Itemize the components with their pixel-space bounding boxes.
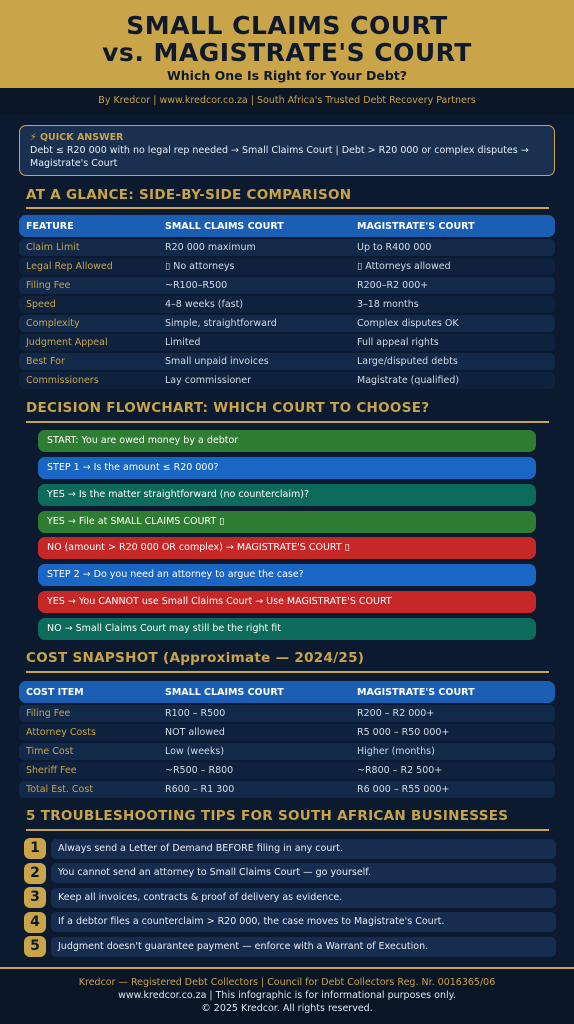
flow-step-yes-straightforward: YES → Is the matter straightforward (no counterclaim)? <box>38 484 536 506</box>
table-row <box>19 296 555 313</box>
tip-text: Keep all invoices, contracts & proof of delivery as evidence. <box>51 888 556 908</box>
small-claims-cell: R20 000 maximum <box>165 242 256 253</box>
header-cell: COST ITEM <box>26 686 84 698</box>
magistrate-cell: Magistrate (qualified) <box>357 375 460 386</box>
small-claims-cell: NOT allowed <box>165 727 225 738</box>
header-cell: SMALL CLAIMS COURT <box>165 220 284 232</box>
header-cell: MAGISTRATE'S COURT <box>357 686 475 698</box>
feature-cell: Best For <box>26 356 65 367</box>
magistrate-cell: R200–R2 000+ <box>357 280 429 291</box>
small-claims-cell: Limited <box>165 337 201 348</box>
magistrate-cell: R200 – R2 000+ <box>357 708 435 719</box>
feature-cell: Speed <box>26 299 56 310</box>
footer <box>0 967 574 1024</box>
feature-cell: Filing Fee <box>26 280 71 291</box>
table-row <box>19 315 555 332</box>
table-row <box>19 258 555 275</box>
small-claims-cell: R600 – R1 300 <box>165 784 235 795</box>
table-row <box>19 743 555 760</box>
table-row <box>19 334 555 351</box>
subtitle: Which One Is Right for Your Debt? <box>167 68 407 83</box>
table-row <box>19 277 555 294</box>
flow-step-no-attorney: NO → Small Claims Court may still be the right fit <box>38 618 536 640</box>
small-claims-cell: Lay commissioner <box>165 375 252 386</box>
feature-cell: Complexity <box>26 318 80 329</box>
footer-copyright: © 2025 Kredcor. All rights reserved. <box>201 1003 373 1014</box>
small-claims-cell: ~R500 – R800 <box>165 765 234 776</box>
cost-item-cell: Total Est. Cost <box>26 784 94 795</box>
flow-step-2: STEP 2 → Do you need an attorney to argue the case? <box>38 564 536 586</box>
tip-number-badge: 1 <box>24 838 46 859</box>
list-item <box>24 887 556 908</box>
magistrate-cell: R6 000 – R55 000+ <box>357 784 450 795</box>
comparison-header-row <box>19 215 555 237</box>
table-row <box>19 705 555 722</box>
tip-text: Judgment doesn't guarantee payment — enforce with a Warrant of Execution. <box>51 937 556 957</box>
flow-step-file-small-claims: YES → File at SMALL CLAIMS COURT ▯ <box>38 511 536 533</box>
comparison-divider <box>26 207 549 209</box>
flow-step-yes-attorney: YES → You CANNOT use Small Claims Court → Use MAGISTRATE'S COURT <box>38 591 536 613</box>
header-cell: SMALL CLAIMS COURT <box>165 686 284 698</box>
table-row <box>19 239 555 256</box>
tip-number-badge: 3 <box>24 887 46 908</box>
magistrate-cell: Up to R400 000 <box>357 242 432 253</box>
feature-cell: Judgment Appeal <box>26 337 108 348</box>
header-banner <box>0 0 574 88</box>
tip-text: Always send a Letter of Demand BEFORE filing in any court. <box>51 839 556 859</box>
flow-step-no-magistrate: NO (amount > R20 000 OR complex) → MAGISTRATE'S COURT ▯ <box>38 537 536 559</box>
tip-number-badge: 4 <box>24 912 46 933</box>
flow-step-start: START: You are owed money by a debtor <box>38 430 536 452</box>
cost-item-cell: Attorney Costs <box>26 727 96 738</box>
decision-flowchart <box>38 430 536 645</box>
table-row <box>19 353 555 370</box>
flowchart-title: DECISION FLOWCHART: WHICH COURT TO CHOOSE? <box>26 400 430 416</box>
feature-cell: Claim Limit <box>26 242 80 253</box>
small-claims-cell: Low (weeks) <box>165 746 225 757</box>
cost-item-cell: Filing Fee <box>26 708 71 719</box>
quick-answer-title: ⚡ QUICK ANSWER <box>30 132 124 143</box>
title-line-1: SMALL CLAIMS COURT <box>126 11 448 40</box>
magistrate-cell: Full appeal rights <box>357 337 439 348</box>
small-claims-cell: Small unpaid invoices <box>165 356 269 367</box>
header-cell: MAGISTRATE'S COURT <box>357 220 475 232</box>
tip-text: If a debtor files a counterclaim > R20 000, the case moves to Magistrate's Court. <box>51 912 556 932</box>
small-claims-cell: Simple, straightforward <box>165 318 277 329</box>
tips-title: 5 TROUBLESHOOTING TIPS FOR SOUTH AFRICAN BUSINESSES <box>26 808 509 824</box>
magistrate-cell: Complex disputes OK <box>357 318 459 329</box>
quick-answer-body: Debt ≤ R20 000 with no legal rep needed → Small Claims Court | Debt > R20 000 or complex disputes → Magistrate's Court <box>30 145 529 169</box>
feature-cell: Commissioners <box>26 375 99 386</box>
cost-item-cell: Sheriff Fee <box>26 765 77 776</box>
costs-divider <box>26 671 549 673</box>
comparison-title: AT A GLANCE: SIDE-BY-SIDE COMPARISON <box>26 187 352 203</box>
costs-title: COST SNAPSHOT (Approximate — 2024/25) <box>26 650 365 666</box>
small-claims-cell: ▯ No attorneys <box>165 261 235 272</box>
cost-header-row <box>19 681 555 703</box>
list-item <box>24 912 556 933</box>
flow-step-1: STEP 1 → Is the amount ≤ R20 000? <box>38 457 536 479</box>
table-row <box>19 372 555 389</box>
tips-divider <box>26 829 549 831</box>
table-row <box>19 762 555 779</box>
magistrate-cell: R5 000 – R50 000+ <box>357 727 450 738</box>
tip-text: You cannot send an attorney to Small Claims Court — go yourself. <box>51 863 556 883</box>
small-claims-cell: 4–8 weeks (fast) <box>165 299 244 310</box>
table-row <box>19 781 555 798</box>
title-line-2: vs. MAGISTRATE'S COURT <box>102 38 472 67</box>
tip-number-badge: 2 <box>24 863 46 884</box>
list-item <box>24 936 556 957</box>
tip-number-badge: 5 <box>24 936 46 957</box>
header-cell: FEATURE <box>26 220 74 232</box>
comparison-table <box>19 215 555 389</box>
magistrate-cell: 3–18 months <box>357 299 419 310</box>
cost-table <box>19 681 555 798</box>
magistrate-cell: Large/disputed debts <box>357 356 458 367</box>
small-claims-cell: R100 – R500 <box>165 708 226 719</box>
byline: By Kredcor | www.kredcor.co.za | South Africa's Trusted Debt Recovery Partners <box>0 88 574 115</box>
magistrate-cell: ▯ Attorneys allowed <box>357 261 451 272</box>
tips-list <box>24 838 556 961</box>
small-claims-cell: ~R100–R500 <box>165 280 228 291</box>
flowchart-divider <box>26 421 549 423</box>
table-row <box>19 724 555 741</box>
quick-answer-box <box>19 125 555 176</box>
feature-cell: Legal Rep Allowed <box>26 261 113 272</box>
magistrate-cell: ~R800 – R2 500+ <box>357 765 443 776</box>
magistrate-cell: Higher (months) <box>357 746 435 757</box>
list-item <box>24 838 556 859</box>
footer-registration: Kredcor — Registered Debt Collectors | Council for Debt Collectors Reg. Nr. 0016365/06 <box>78 977 496 988</box>
cost-item-cell: Time Cost <box>26 746 74 757</box>
footer-disclaimer: www.kredcor.co.za | This infographic is for informational purposes only. <box>118 990 456 1001</box>
list-item <box>24 863 556 884</box>
